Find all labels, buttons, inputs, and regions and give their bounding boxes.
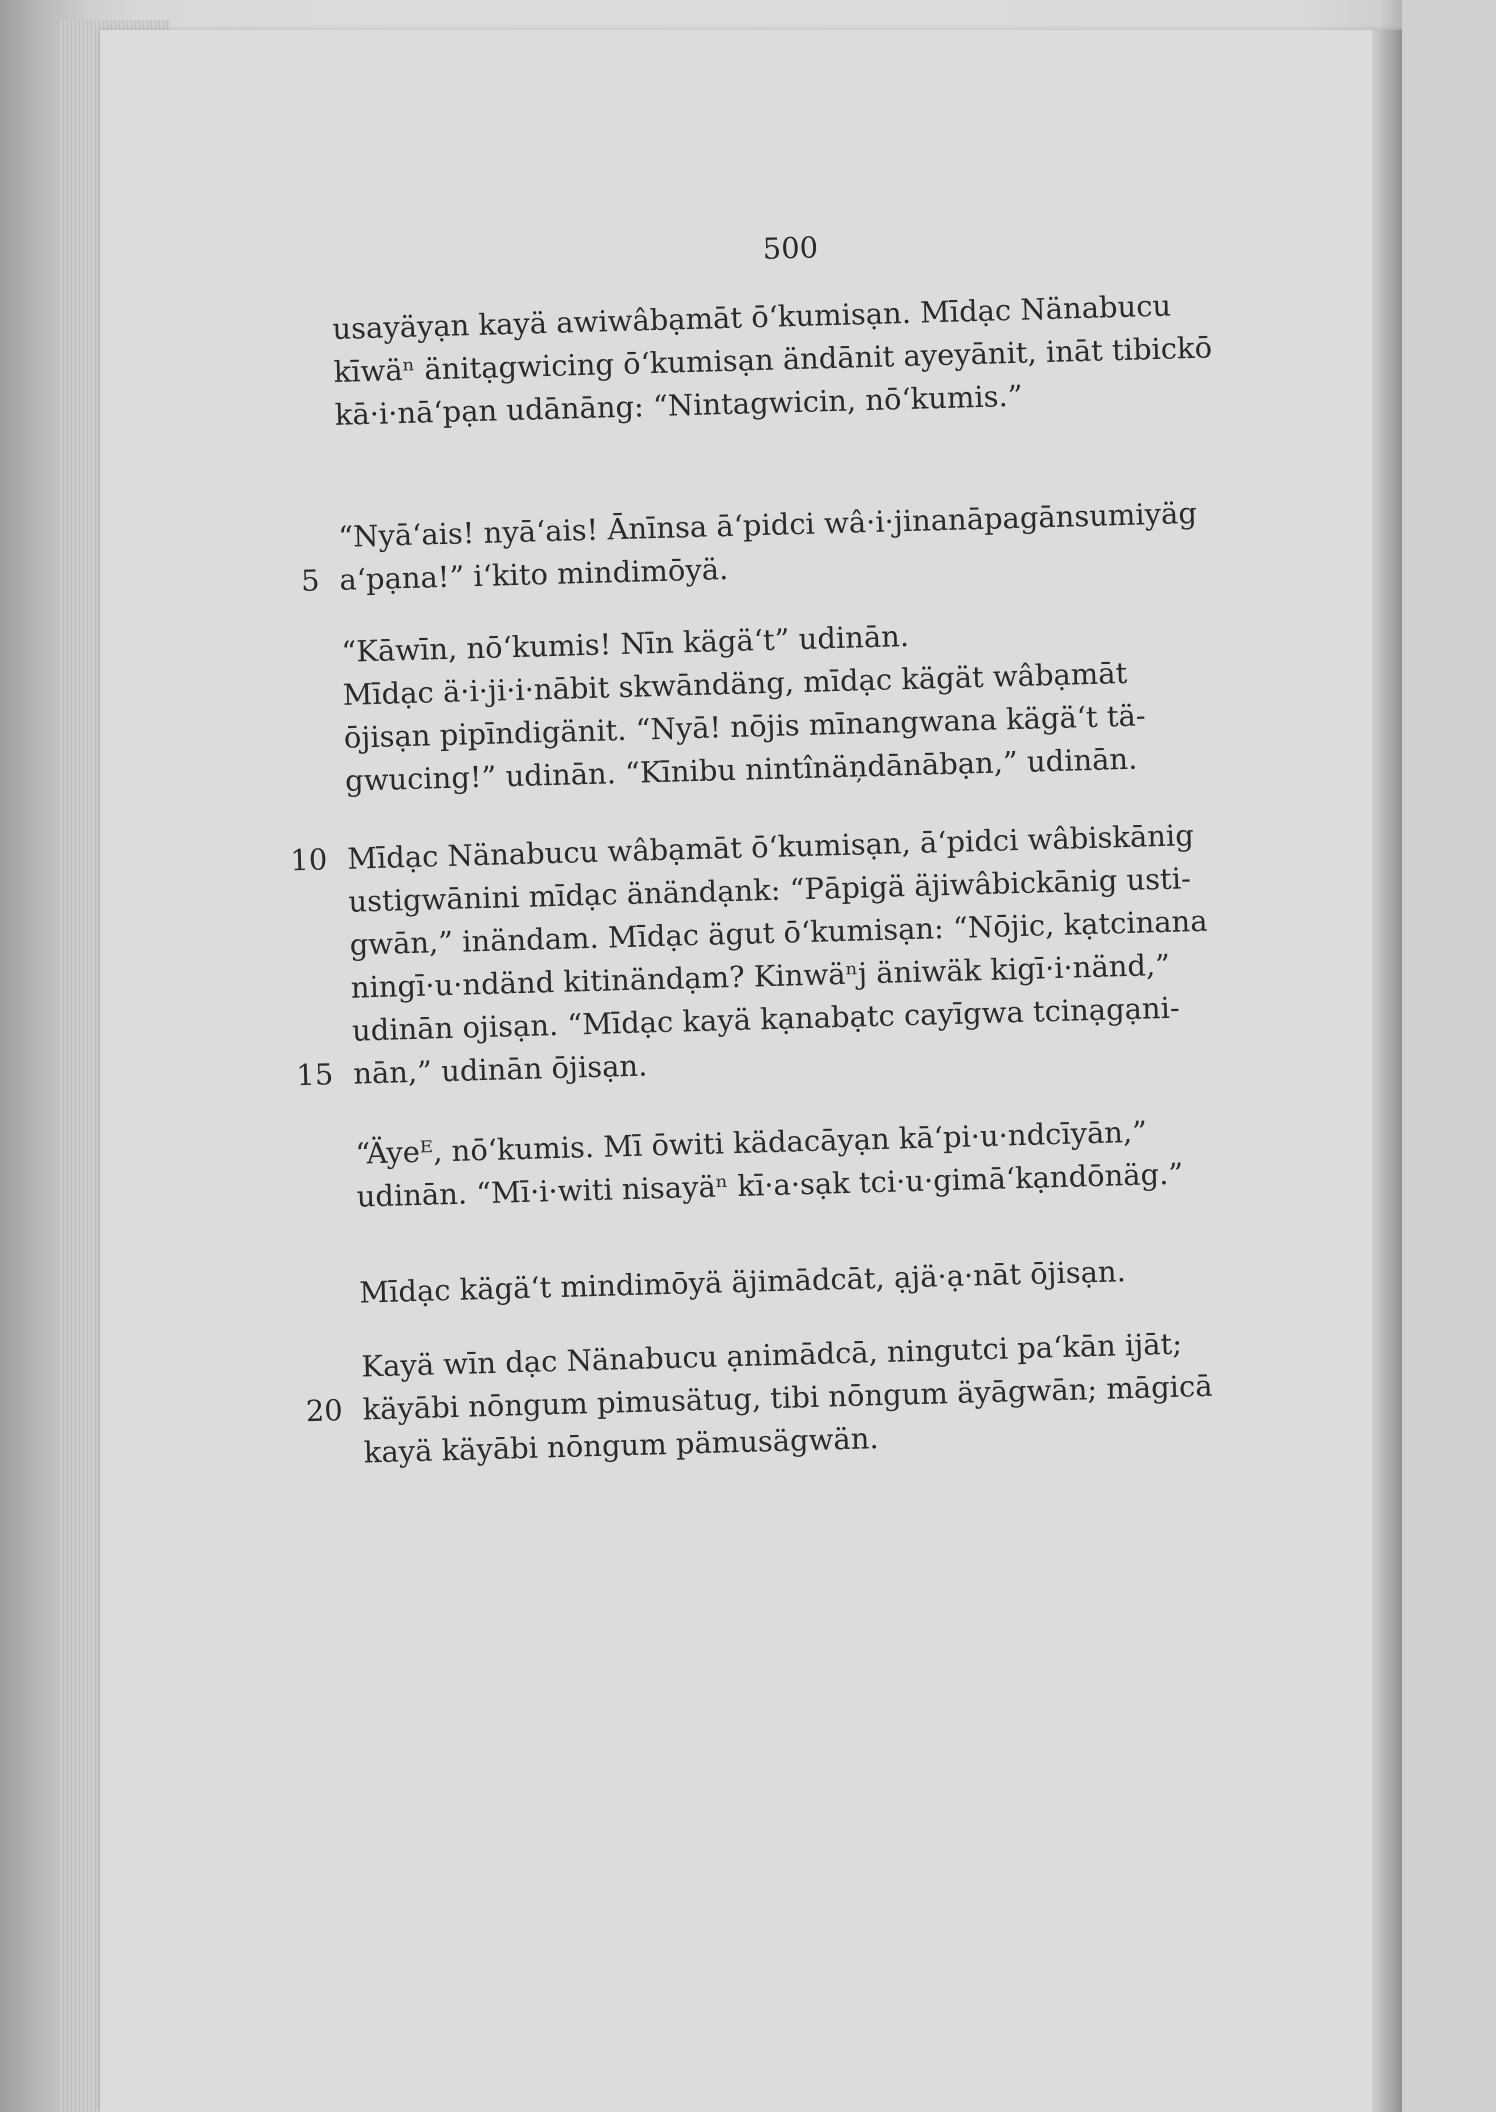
text-line: udinān. “Mī·i·witi nisayäⁿ kī·a·sạk tci·u·gimā‘kạndōnäg.” (356, 1156, 1184, 1214)
text-line-content: nān,” udinān ōjisạn. (352, 1048, 648, 1091)
text-line: “Äyeᴱ, nō‘kumis. Mī ōwiti kädacāyạn kā‘pi·u·ndcīyān,” (355, 1114, 1148, 1171)
page-number: 500 (762, 230, 819, 266)
text-line: Mīdạc ä·i·ji·i·nābit skwāndäng, mīdạc kägät wâbạmāt (342, 655, 1128, 712)
text-line: Mīdạc kägä‘t mindimōyä äjimādcāt, ạjä·ạ·nāt ōjisạn. (358, 1254, 1127, 1310)
text-line: ōjisạn pipīndigänit. “Nyā! nōjis mīnangwana kägä‘t tä- (343, 698, 1147, 755)
text-line: “Kāwīn, nō‘kumis! Nīn kägä‘t” udinān. (341, 618, 910, 669)
text-line: kayä käyābi nōngum pämusägwän. (363, 1421, 880, 1470)
text-line: udinān ojisạn. “Mīdạc kayä kạnabạtc cayīgwa tcinạgạni- (351, 990, 1181, 1048)
text-line: usayäyạn kayä awiwâbạmāt ō‘kumisạn. Mīdạc Nänabucu (332, 288, 1172, 346)
line-number: 20 (305, 1393, 344, 1429)
text-line: Kayä wīn dạc Nänabucu ạnimādcā, ningutci pa‘kān ijāt; (360, 1326, 1183, 1384)
text-line: kīwäⁿ änitạgwicing ō‘kumisạn ändānit ayeyānit, ināt tibickō (333, 330, 1213, 389)
line-number: 15 (295, 1057, 334, 1093)
book-gutter (1372, 30, 1402, 2112)
text-line: kā·i·nā‘pạn udānāng: “Nintagwicin, nō‘kumis.” (334, 378, 1024, 432)
facing-page-edge (1402, 0, 1496, 2112)
text-line: gwān,” inändam. Mīdạc ägut ō‘kumisạn: “Nōjic, kạtcinana (349, 903, 1208, 962)
text-line: ustigwānini mīdạc änändạnk: “Pāpigä äjiwâbickānig usti- (348, 861, 1192, 919)
text-line: ningī·u·ndänd kitinändạm? Kinwäⁿj äniwäk kigī·i·nänd,” (350, 947, 1171, 1005)
line-number: 10 (289, 842, 328, 878)
text-line-content: käyābi nōngum pimusätug, tibi nōngum äyāgwān; māgicā (362, 1368, 1213, 1427)
line-number: 5 (300, 563, 320, 598)
text-line-15 (295, 1044, 648, 1095)
text-line: gwucing!” udinān. “Kīnibu nintînäņdānābạn,” udinān. (344, 741, 1138, 798)
text-line-content: Mīdạc Nänabucu wâbạmāt ō‘kumisạn, ā‘pidci wâbiskānig (346, 818, 1195, 876)
text-line-content: a‘pạna!” i‘kito mindimōyä. (339, 552, 729, 597)
text-line: “Nyā‘ais! nyā‘ais! Ānīnsa ā‘pidci wâ·i·jinanāpagānsumiyäg (337, 495, 1198, 554)
